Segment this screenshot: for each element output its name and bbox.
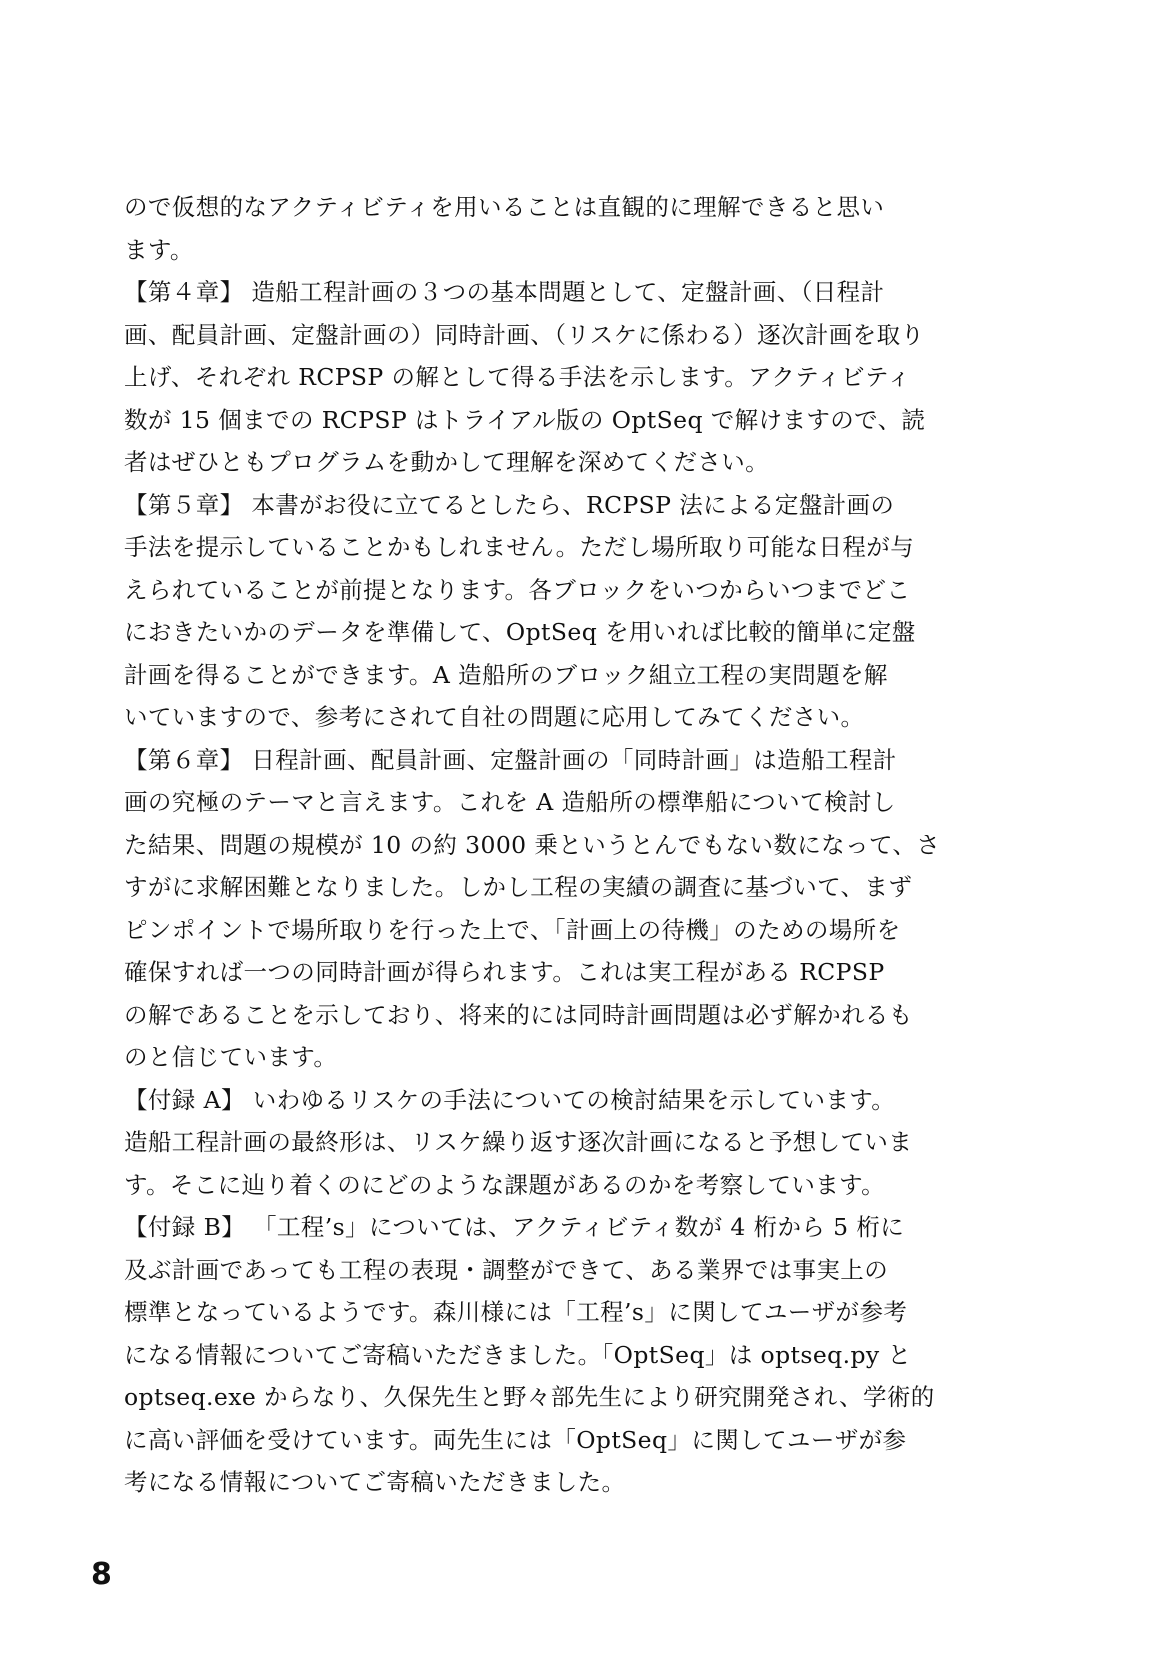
text-line: のと信じています。	[124, 1043, 338, 1071]
page-number: 8	[91, 1557, 112, 1592]
text-line: に高い評価を受けています。両先生には「OptSeq」に関してユーザが参	[124, 1425, 907, 1454]
text-line: す。そこに辿り着くのにどのような課題があるのかを考察しています。	[124, 1170, 886, 1199]
text-line: 画、配員計画、定盤計画の）同時計画、（リスケに係わる）逐次計画を取り	[124, 320, 925, 349]
text-line: 確保すれば一つの同時計画が得られます。これは実工程がある RCPSP	[124, 958, 885, 986]
text-line: になる情報についてご寄稿いただきました。「OptSeq」は optseq.py と	[124, 1340, 912, 1369]
text-line: 【付録 A】 いわゆるリスケの手法についての検討結果を示しています。	[124, 1085, 896, 1114]
text-line: におきたいかのデータを準備して、OptSeq を用いれば比較的簡単に定盤	[124, 618, 916, 646]
text-line: 【第６章】 日程計画、配員計画、定盤計画の「同時計画」は造船工程計	[124, 745, 897, 774]
text-line: ので仮想的なアクティビティを用いることは直観的に理解できると思い	[124, 193, 885, 221]
text-line: ます。	[124, 235, 194, 264]
text-line: ピンポイントで場所取りを行った上で、「計画上の待機」のための場所を	[124, 915, 901, 944]
text-line: 【第４章】 造船工程計画の３つの基本問題として、定盤計画、（日程計	[124, 278, 885, 306]
text-line: 【付録 B】 「工程’s」については、アクティビティ数が 4 桁から 5 桁に	[124, 1213, 905, 1241]
text-line: すがに求解困難となりました。しかし工程の実績の調査に基づいて、まず	[124, 873, 913, 901]
text-line: 画の究極のテーマと言えます。これを A 造船所の標準船について検討し	[124, 788, 896, 816]
text-line: 手法を提示していることかもしれません。ただし場所取り可能な日程が与	[124, 533, 915, 561]
text-line: 造船工程計画の最終形は、リスケ繰り返す逐次計画になると予想していま	[124, 1128, 913, 1156]
text-line: 者はぜひともプログラムを動かして理解を深めてください。	[124, 448, 770, 476]
text-line: いていますので、参考にされて自社の問題に応用してみてください。	[124, 703, 865, 731]
text-line: た結果、問題の規模が 10 の約 3000 乗というとんでもない数になって、さ	[124, 830, 941, 859]
text-line: 及ぶ計画であっても工程の表現・調整ができて、ある業界では事実上の	[124, 1255, 889, 1284]
text-line: 考になる情報についてご寄稿いただきました。	[124, 1468, 626, 1496]
text-line: の解であることを示しており、将来的には同時計画問題は必ず解かれるも	[124, 1000, 913, 1029]
text-line: 標準となっているようです。森川様には「工程’s」に関してユーザが参考	[124, 1298, 908, 1326]
text-line: 数が 15 個までの RCPSP はトライアル版の OptSeq で解けますので、読	[124, 405, 926, 434]
page-body	[124, 186, 970, 1504]
text-line: 計画を得ることができます。A 造船所のブロック組立工程の実問題を解	[124, 660, 888, 689]
text-line: えられていることが前提となります。各ブロックをいつからいつまでどこ	[124, 575, 911, 604]
text-line: 【第５章】 本書がお役に立てるとしたら、RCPSP 法による定盤計画の	[124, 490, 895, 519]
text-line: 上げ、それぞれ RCPSP の解として得る手法を示します。アクティビティ	[124, 363, 911, 391]
text-line: optseq.exe からなり、久保先生と野々部先生により研究開発され、学術的	[124, 1383, 935, 1411]
